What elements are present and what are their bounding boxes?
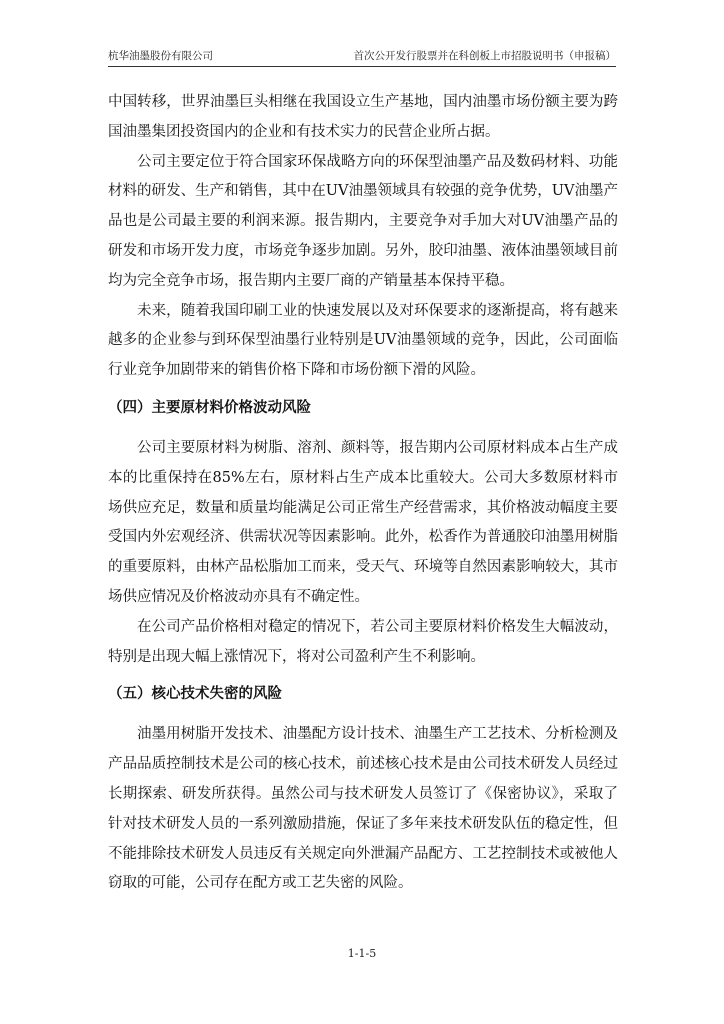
page-number: 1-1-5 [347,947,377,960]
header-document-title: 首次公开发行股票并在科创板上市招股说明书（申报稿） [353,50,616,62]
paragraph-future-competition: 未来，随着我国印刷工业的快速发展以及对环保要求的逐渐提高，将有越来越多的企业参与到环保型油墨行业特别是UV油墨领域的竞争，因此，公司面临行业竞争加剧带来的销售价格下降和市场份额下滑的风险。 [108,302,618,379]
page-header [108,48,616,68]
paragraph-company-positioning: 公司主要定位于符合国家环保战略方向的环保型油墨产品及数码材料、功能材料的研发、生产和销售，其中在UV油墨领域具有较强的竞争优势，UV油墨产品也是公司最主要的利润来源。报告期内，主要竞争对手加大对UV油墨产品的研发和市场开发力度，市场竞争逐步加剧。另外，胶印油墨、液体油墨领域目前均为完全竞争市场，报告期内主要厂商的产销量基本保持平稳。 [108,153,618,289]
paragraph-continuation: 中国转移，世界油墨巨头相继在我国设立生产基地，国内油墨市场份额主要为跨国油墨集团投资国内的企业和有技术实力的民营企业所占据。 [108,94,618,140]
paragraph-raw-materials: 公司主要原材料为树脂、溶剂、颜料等，报告期内公司原材料成本占生产成本的比重保持在85%左右，原材料占生产成本比重较大。公司大多数原材料市场供应充足，数量和质量均能满足公司正常生产经营需求，其价格波动幅度主要受国内外宏观经济、供需状况等因素影响。此外，松香作为普通胶印油墨用树脂的重要原料，由林产品松脂加工而来，受天气、环境等自然因素影响较大，其市场供应情况及价格波动亦具有不确定性。 [108,439,618,605]
section-heading-raw-material-risk: （四）主要原材料价格波动风险 [108,399,311,416]
paragraph-core-technology: 油墨用树脂开发技术、油墨配方设计技术、油墨生产工艺技术、分析检测及产品品质控制技术是公司的核心技术，前述核心技术是由公司技术研发人员经过长期探索、研发所获得。虽然公司与技术研发人员签订了《保密协议》，采取了针对技术研发人员的一系列激励措施，保证了多年来技术研发队伍的稳定性，但不能排除技术研发人员违反有关规定向外泄漏产品配方、工艺控制技术或被他人窃取的可能，公司存在配方或工艺失密的风险。 [108,726,618,892]
header-company-name: 杭华油墨股份有限公司 [108,50,213,62]
section-heading-tech-secret-risk: （五）核心技术失密的风险 [108,686,282,703]
paragraph-price-impact: 在公司产品价格相对稳定的情况下，若公司主要原材料价格发生大幅波动，特别是出现大幅上涨情况下，将对公司盈利产生不利影响。 [108,618,618,665]
header-divider [108,66,616,67]
page-body [108,88,618,899]
